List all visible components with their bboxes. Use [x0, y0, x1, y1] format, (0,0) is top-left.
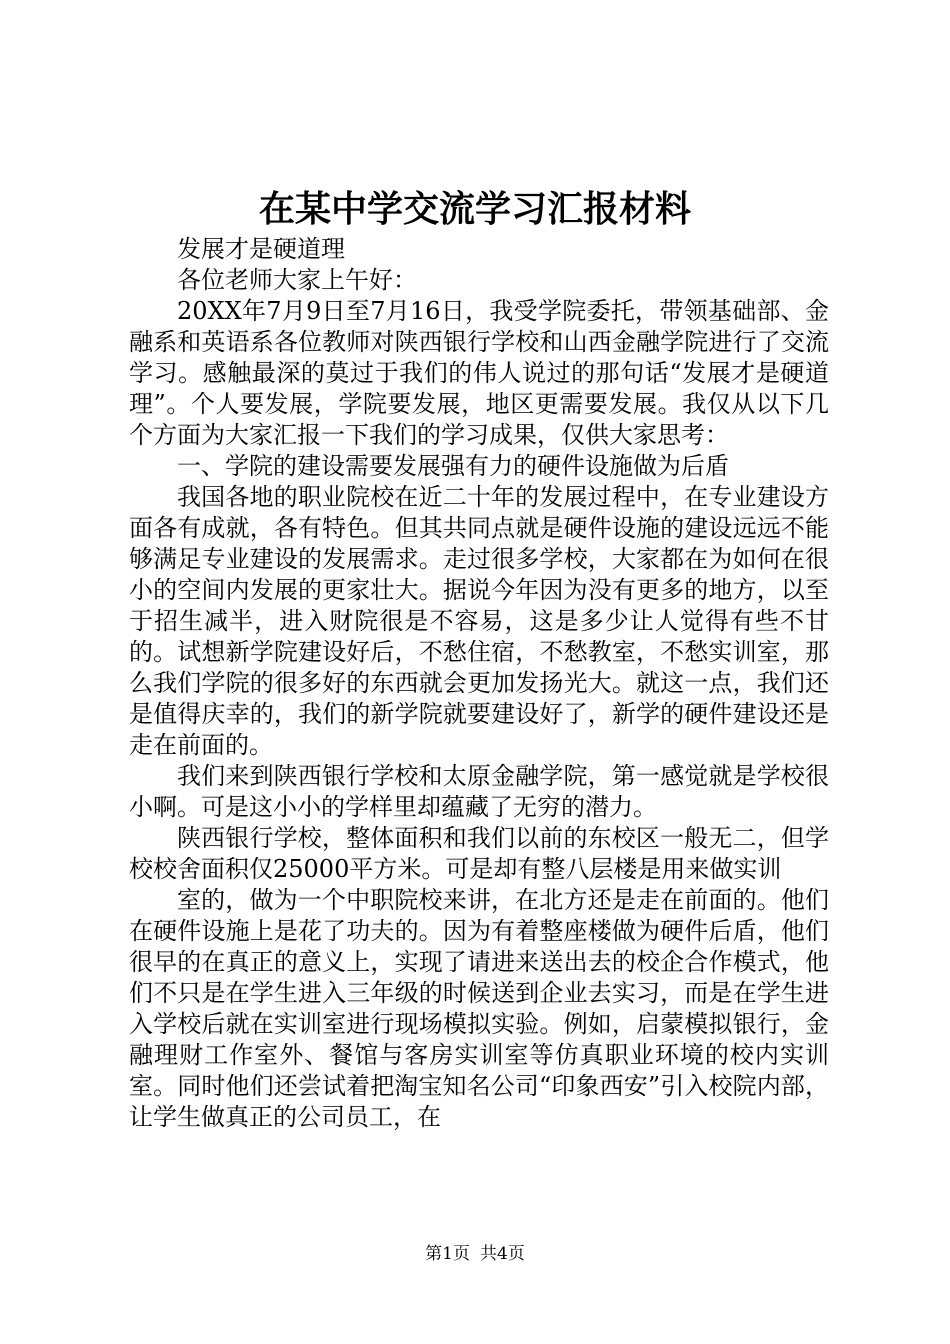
paragraph-body: 我们来到陕西银行学校和太原金融学院，第一感觉就是学校很小啊。可是这小小的学样里却蕴藏了无穷的潜力。 — [129, 762, 829, 821]
paragraph-greeting: 各位老师大家上午好： — [177, 266, 417, 294]
document-title: 在某中学交流学习汇报材料 — [258, 188, 691, 230]
paragraph-subtitle: 发展才是硬道理 — [177, 235, 345, 263]
page-footer — [0, 1243, 950, 1265]
paragraph-body: 陕西银行学校，整体面积和我们以前的东校区一般无二，但学校校舍面积仅25000平方米。可是却有整八层楼是用来做实训 — [129, 824, 829, 883]
document-body — [129, 234, 829, 1133]
page-number: 第1页 — [425, 1244, 470, 1264]
paragraph-body: 我国各地的职业院校在近二十年的发展过程中，在专业建设方面各有成就，各有特色。但其共同点就是硬件设施的建设远远不能够满足专业建设的发展需求。走过很多学校，大家都在为如何在很小的空间内发展的更家壮大。据说今年因为没有更多的地方，以至于招生减半，进入财院很是不容易，这是多少让人觉得有些不甘的。试想新学院建设好后，不愁住宿，不愁教室，不愁实训室，那么我们学院的很多好的东西就会更加发扬光大。就这一点，我们还是值得庆幸的，我们的新学院就要建设好了，新学的硬件建设还是走在前面的。 — [129, 483, 829, 759]
paragraph-body: 室的，做为一个中职院校来讲，在北方还是走在前面的。他们在硬件设施上是花了功夫的。因为有着整座楼做为硬件后盾，他们很早的在真正的意义上，实现了请进来送出去的校企合作模式，他们不只是在学生进入三年级的时候送到企业去实习，而是在学生进入学校后就在实训室进行现场模拟实验。例如，启蒙模拟银行，金融理财工作室外、餐馆与客房实训室等仿真职业环境的校内实训室。同时他们还尝试着把淘宝知名公司“印象西安”引入校院内部，让学生做真正的公司员工，在 — [129, 886, 829, 1131]
paragraph-intro: 20XX年7月9日至7月16日，我受学院委托，带领基础部、金融系和英语系各位教师对陕西银行学校和山西金融学院进行了交流学习。感触最深的莫过于我们的伟人说过的那句话“发展才是硬道理”。个人要发展，学院要发展，地区更需要发展。我仅从以下几个方面为大家汇报一下我们的学习成果，仅供大家思考： — [129, 297, 829, 449]
page-total: 共4页 — [480, 1244, 525, 1264]
section-heading-1: 一、学院的建设需要发展强有力的硬件设施做为后盾 — [177, 452, 729, 480]
